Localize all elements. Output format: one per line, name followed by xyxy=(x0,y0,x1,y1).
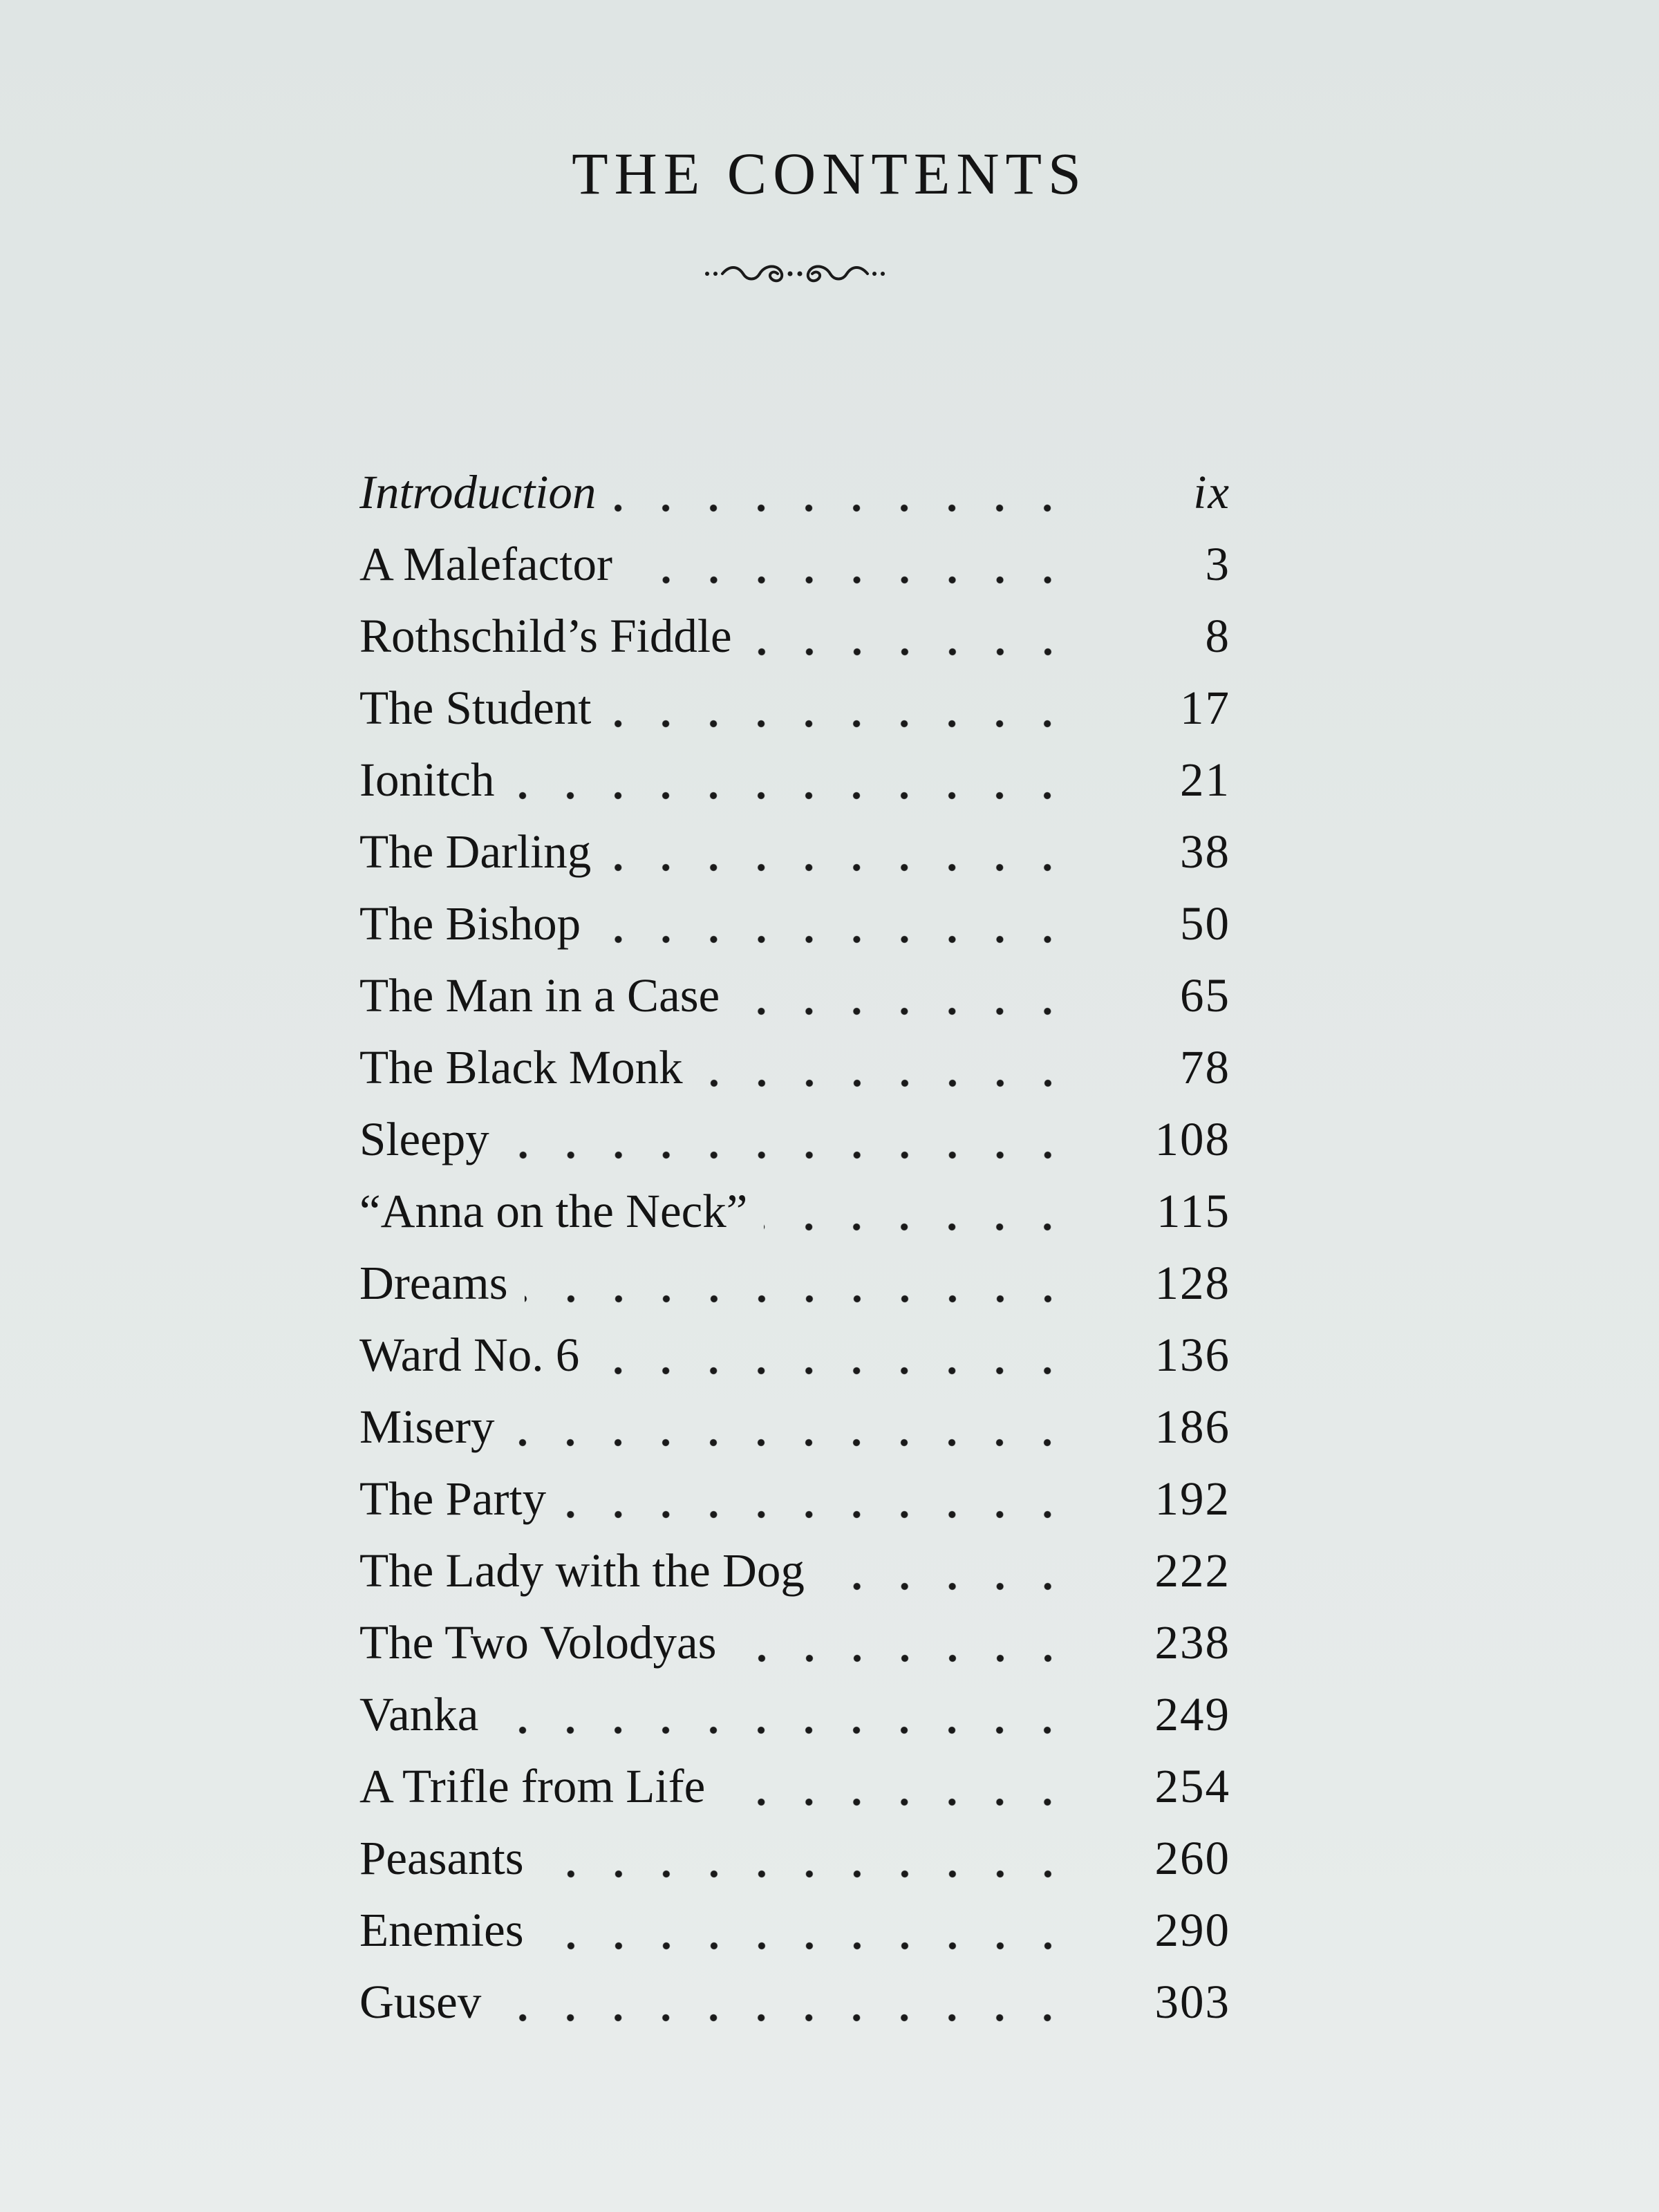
contents-list xyxy=(359,456,1230,2038)
page-number: 128 xyxy=(1154,1257,1230,1309)
entry-title: Sleepy xyxy=(359,1113,489,1165)
entry-title: The Darling xyxy=(359,825,592,878)
page-number: 115 xyxy=(1156,1185,1230,1237)
page-number: 260 xyxy=(1154,1832,1230,1884)
page-number: 192 xyxy=(1154,1472,1230,1525)
entry-title: The Black Monk xyxy=(359,1041,683,1094)
toc-entry xyxy=(359,1247,1230,1319)
page-number: 21 xyxy=(1180,753,1230,806)
page-number: 290 xyxy=(1154,1904,1230,1956)
entry-title: The Bishop xyxy=(359,897,581,950)
toc-entry xyxy=(359,600,1230,672)
toc-entry xyxy=(359,1175,1230,1247)
dot-leader xyxy=(525,1294,1071,1304)
entry-title: Rothschild’s Fiddle xyxy=(359,610,732,662)
page-number: 38 xyxy=(1180,825,1230,878)
toc-entry xyxy=(359,1319,1230,1391)
entry-title: The Lady with the Dog xyxy=(359,1544,805,1597)
page-title: THE CONTENTS xyxy=(572,140,1087,207)
toc-entry xyxy=(359,1966,1230,2038)
page-number: 303 xyxy=(1154,1976,1230,2028)
entry-title: Misery xyxy=(359,1400,495,1453)
entry-title: “Anna on the Neck” xyxy=(359,1185,748,1237)
toc-entry xyxy=(359,1894,1230,1966)
toc-entry xyxy=(359,1822,1230,1894)
toc-entry xyxy=(359,959,1230,1031)
dot-leader xyxy=(511,791,1071,800)
page-number: 78 xyxy=(1180,1041,1230,1094)
entry-title: A Trifle from Life xyxy=(359,1760,706,1812)
scroll-ornament-icon xyxy=(702,253,888,294)
entry-title: The Party xyxy=(359,1472,547,1525)
toc-entry xyxy=(359,1463,1230,1535)
entry-title: The Man in a Case xyxy=(359,969,720,1022)
toc-entry xyxy=(359,1103,1230,1175)
entry-title: Dreams xyxy=(359,1257,508,1309)
page-number: ix xyxy=(1193,466,1230,518)
entry-title: Gusev xyxy=(359,1976,482,2028)
toc-entry xyxy=(359,1750,1230,1822)
page-number: 222 xyxy=(1154,1544,1230,1597)
toc-entry xyxy=(359,744,1230,816)
toc-entry xyxy=(359,1606,1230,1678)
dot-leader xyxy=(506,1150,1071,1160)
entry-title: The Two Volodyas xyxy=(359,1616,717,1669)
entry-title: The Student xyxy=(359,682,592,734)
toc-entry xyxy=(359,1678,1230,1750)
dot-leader xyxy=(563,1510,1071,1519)
entry-title: Ward No. 6 xyxy=(359,1329,580,1381)
page-number: 50 xyxy=(1180,897,1230,950)
page-number: 3 xyxy=(1205,538,1230,590)
entry-title: Ionitch xyxy=(359,753,495,806)
page-number: 108 xyxy=(1154,1113,1230,1165)
dot-leader xyxy=(495,1725,1071,1735)
toc-entry xyxy=(359,528,1230,600)
dot-leader xyxy=(700,1078,1071,1088)
dot-leader xyxy=(511,1438,1071,1447)
page-number: 65 xyxy=(1180,969,1230,1022)
dot-leader xyxy=(749,647,1071,657)
dot-leader xyxy=(541,1869,1071,1879)
entry-title: Peasants xyxy=(359,1832,524,1884)
dot-leader xyxy=(597,935,1071,944)
page-number: 17 xyxy=(1180,682,1230,734)
dot-leader xyxy=(608,719,1071,729)
page-number: 186 xyxy=(1154,1400,1230,1453)
entry-title: Introduction xyxy=(359,466,597,518)
toc-entry xyxy=(359,816,1230,888)
entry-title: Vanka xyxy=(359,1688,479,1741)
dot-leader xyxy=(612,503,1071,513)
toc-entry xyxy=(359,888,1230,959)
page-number: 249 xyxy=(1154,1688,1230,1741)
entry-title: A Malefactor xyxy=(359,538,612,590)
toc-entry xyxy=(359,456,1230,528)
dot-leader xyxy=(736,1006,1071,1016)
toc-entry xyxy=(359,1535,1230,1606)
toc-entry xyxy=(359,672,1230,744)
page-number: 238 xyxy=(1154,1616,1230,1669)
dot-leader xyxy=(733,1653,1071,1663)
dot-leader xyxy=(764,1222,1071,1232)
dot-leader xyxy=(821,1582,1071,1591)
page-number: 254 xyxy=(1154,1760,1230,1812)
toc-entry xyxy=(359,1391,1230,1463)
dot-leader xyxy=(629,575,1071,585)
page-number: 136 xyxy=(1154,1329,1230,1381)
entry-title: Enemies xyxy=(359,1904,524,1956)
dot-leader xyxy=(596,1366,1071,1376)
toc-entry xyxy=(359,1031,1230,1103)
dot-leader xyxy=(498,2013,1071,2023)
dot-leader xyxy=(541,1941,1071,1951)
page-number: 8 xyxy=(1205,610,1230,662)
dot-leader xyxy=(722,1797,1071,1807)
dot-leader xyxy=(608,863,1071,872)
